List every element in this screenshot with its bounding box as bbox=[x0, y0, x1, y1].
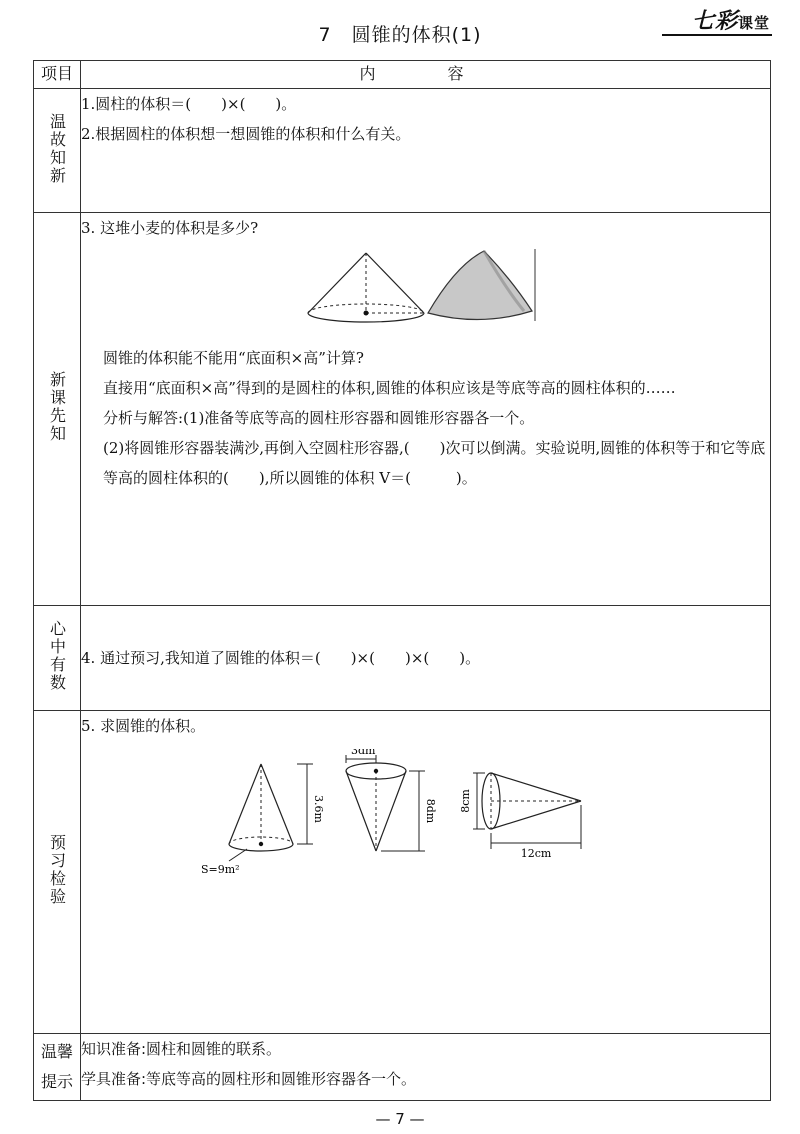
question-5: 5. 求圆锥的体积。 bbox=[81, 717, 206, 735]
fig1-area-label: S=9m² bbox=[201, 863, 240, 876]
page-title: 7 圆锥的体积(1) bbox=[318, 24, 482, 46]
section-xinke bbox=[34, 213, 771, 606]
section-yuxi bbox=[34, 711, 771, 1034]
tips-label-1: 温馨 bbox=[40, 1042, 73, 1061]
fig3-diameter-label: 8cm bbox=[459, 789, 472, 813]
question-4: 4. 通过预习,我知道了圆锥的体积＝( )×( )×( )。 bbox=[81, 649, 481, 667]
tips-label-2: 提示 bbox=[40, 1072, 73, 1091]
header-row bbox=[34, 61, 771, 89]
cone-problems bbox=[201, 749, 770, 889]
tip-1: 知识准备:圆柱和圆锥的联系。 bbox=[81, 1040, 282, 1058]
cone-diagram bbox=[306, 249, 546, 329]
section-label: 心中有数 bbox=[47, 620, 67, 692]
question-1: 1.圆柱的体积＝( )×( )。 bbox=[81, 95, 297, 113]
paragraph-3: 分析与解答:(1)准备等底等高的圆柱形容器和圆锥形容器各一个。 bbox=[103, 409, 535, 427]
paragraph-4: (2)将圆锥形容器装满沙,再倒入空圆柱形容器,( )次可以倒满。实验说明,圆锥的体积等于和它等底等高的圆柱体积的( ),所以圆锥的体积 V＝( )。 bbox=[103, 439, 766, 487]
wheat-figures bbox=[81, 249, 770, 339]
brand-sub: 课堂 bbox=[737, 14, 770, 32]
tip-2: 学具准备:等底等高的圆柱形和圆锥形容器各一个。 bbox=[81, 1070, 417, 1088]
paragraph-2: 直接用“底面积×高”得到的是圆柱的体积,圆锥的体积应该是等底等高的圆柱体积的…… bbox=[103, 379, 676, 397]
brand-name: 七彩 bbox=[691, 9, 738, 34]
paragraph-1: 圆锥的体积能不能用“底面积×高”计算? bbox=[103, 349, 364, 367]
brand-logo bbox=[692, 4, 770, 35]
section-tips bbox=[34, 1034, 771, 1101]
question-3: 3. 这堆小麦的体积是多少? bbox=[81, 219, 259, 237]
question-2: 2.根据圆柱的体积想一想圆锥的体积和什么有关。 bbox=[81, 125, 411, 143]
col-item-header: 项目 bbox=[34, 61, 81, 89]
col-content-header: 内 容 bbox=[81, 61, 771, 89]
section-label: 新课先知 bbox=[47, 371, 67, 443]
fig2-radius-label: 3dm bbox=[351, 749, 376, 757]
section-wengu bbox=[34, 89, 771, 213]
fig1-height-label: 3.6m bbox=[312, 795, 325, 823]
brand-underline bbox=[662, 34, 772, 36]
section-xinzhong bbox=[34, 606, 771, 711]
three-cones-diagram bbox=[201, 749, 621, 879]
page-number: — 7 — bbox=[375, 1110, 425, 1128]
fig2-height-label: 8dm bbox=[424, 798, 437, 824]
section-label: 预习检验 bbox=[47, 834, 67, 906]
fig3-height-label: 12cm bbox=[520, 847, 552, 860]
worksheet-table bbox=[33, 60, 771, 1101]
section-label: 温故知新 bbox=[47, 112, 67, 185]
